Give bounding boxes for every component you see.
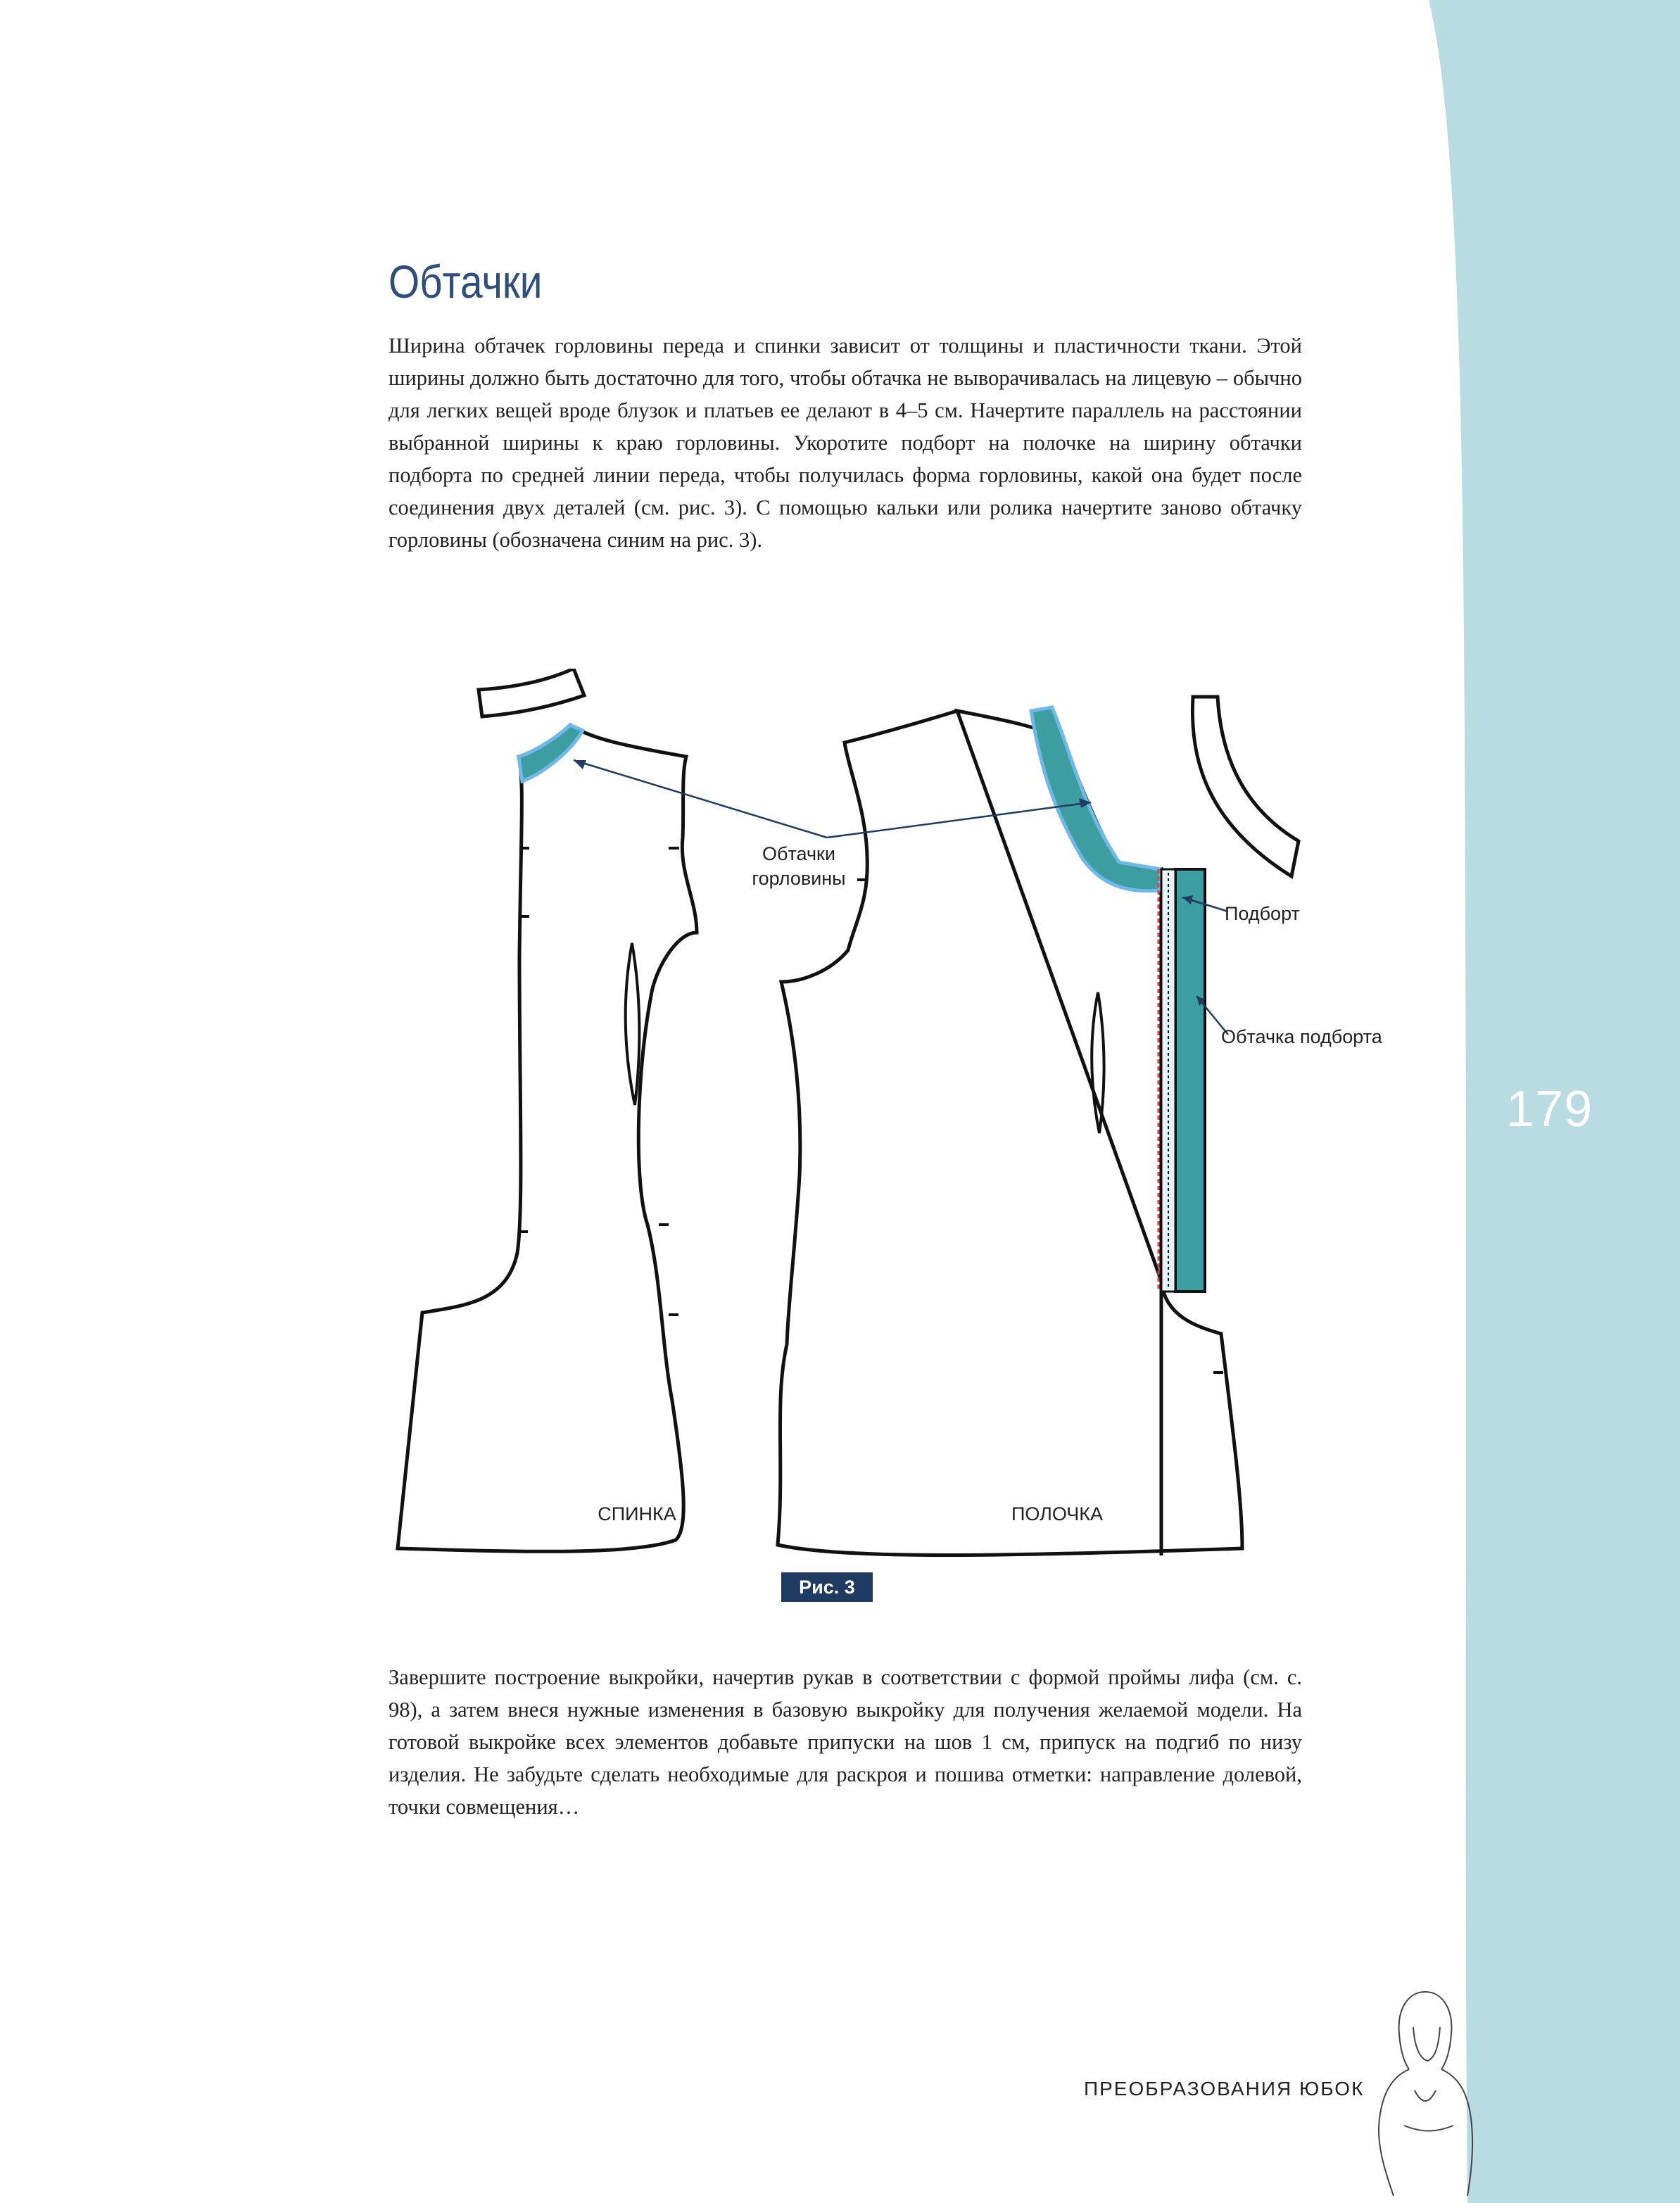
section-title: Обтачки [389, 255, 543, 308]
placket-facing [1175, 869, 1205, 1292]
pattern-figure [380, 669, 1422, 1570]
woman-illustration [1365, 1985, 1492, 2196]
label-facings-line2: горловины [752, 868, 846, 889]
page-number: 179 [1506, 1081, 1593, 1137]
label-facings-line1: Обтачки [762, 843, 835, 864]
front-neck-facing-piece [1192, 697, 1299, 876]
back-neck-facing-piece [479, 669, 584, 717]
intro-paragraph: Ширина обтачек горловины переда и спинки зависит от толщины и пластичности ткани. Этой ширины должно быть достаточно для того, чтобы обтачка не выворачивалась на лицевую – обычно для легких вещей вроде блузок и платьев ее делают в 4–5 см. Начертите параллель на расстоянии выбранной ширины к краю горловины. Укоротите подборт на полочке на ширину обтачки подборта по средней линии переда, чтобы получилась форма горловины, какой она будет после соединения двух деталей (см. рис. 3). С помощью кальки или ролика начертите заново обтачку горловины (обозначена синим на рис. 3). [389, 334, 1302, 552]
front-neck-facing [1031, 707, 1160, 891]
back-bodice [398, 725, 697, 1551]
back-neck-facing [519, 725, 583, 781]
back-dart [626, 943, 640, 1105]
label-placket-facing: Обтачка подборта [1221, 1026, 1382, 1047]
running-footer: ПРЕОБРАЗОВАНИЯ ЮБОК [1084, 2078, 1365, 2100]
outro-paragraph: Завершите построение выкройки, начертив рукав в соответствии с формой проймы лифа (см. с. 98), а затем внеся нужные изменения в базовую выкройку для получения желаемой модели. На готовой выкройке всех элементов добавьте припуски на шов 1 см, припуск на подгиб по низу изделия. Не забудьте сделать необходимые для раскроя и пошива отметки: направление долевой, точки совмещения… [389, 1665, 1302, 1819]
label-placket: Подборт [1225, 903, 1300, 924]
label-front: ПОЛОЧКА [1011, 1503, 1103, 1525]
front-dart [1092, 992, 1104, 1133]
figure-caption: Рис. 3 [781, 1572, 873, 1602]
label-back: СПИНКА [598, 1503, 676, 1525]
